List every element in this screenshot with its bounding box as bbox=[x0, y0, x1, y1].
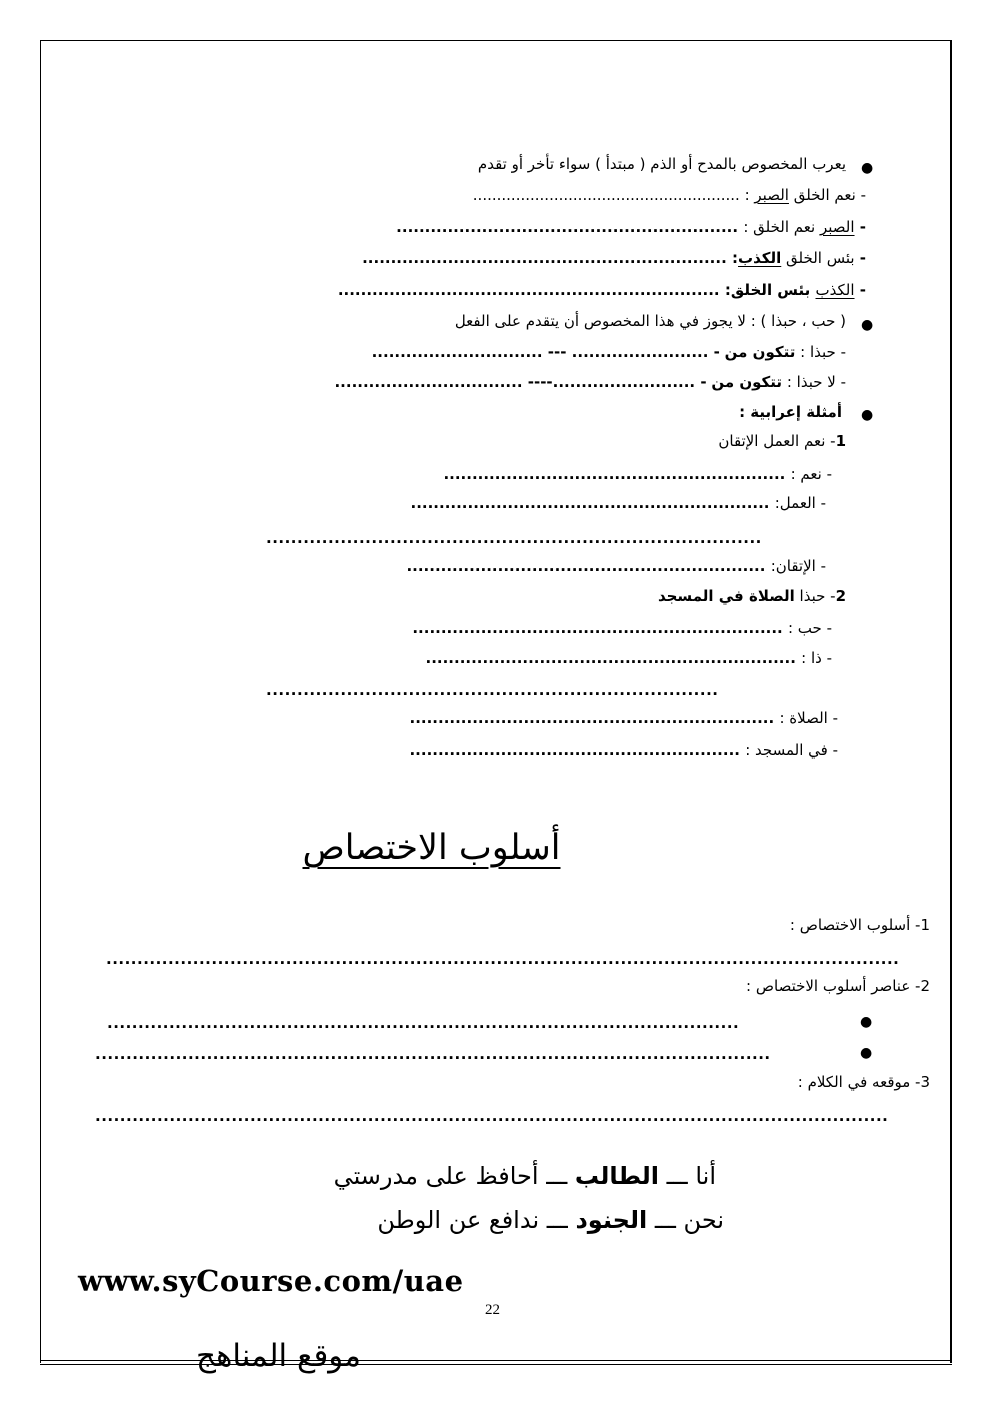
irab-line: - ذا : ................................................................. bbox=[425, 649, 832, 667]
site-logo: موقع المناهج bbox=[196, 1338, 361, 1374]
example-line: - نعم الخلق الصبر : ........................................................ bbox=[472, 186, 866, 204]
bullet-icon: ● bbox=[860, 1014, 873, 1030]
question-2: 2- عناصر أسلوب الاختصاص : bbox=[746, 977, 930, 995]
page-border-right bbox=[950, 40, 952, 1363]
page-title: أسلوب الاختصاص bbox=[302, 828, 561, 868]
answer-line: ................................................................................................................................ bbox=[106, 950, 900, 968]
bullet-icon: ● bbox=[861, 317, 874, 333]
example-2-title: 2- حبذا الصلاة في المسجد bbox=[657, 587, 846, 605]
example-sentence: أنا ـــ الطالب ـــ أحافظ على مدرستي bbox=[333, 1162, 716, 1190]
page-border-bottom bbox=[40, 1360, 952, 1365]
example-line: - الصبر نعم الخلق : ............................................................ bbox=[396, 218, 866, 236]
example-1-title: 1- نعم العمل الإتقان bbox=[718, 432, 846, 450]
la-habbadha-line: - لا حبذا : تتكون من - .........................---- ................................. bbox=[334, 373, 846, 391]
page-number: 22 bbox=[485, 1302, 500, 1318]
irab-line: - نعم : ............................................................ bbox=[443, 465, 832, 483]
rule-habbadha: ( حب ، حبذا ) : لا يجوز في هذا المخصوص أن يتقدم على الفعل bbox=[454, 312, 846, 330]
page-border-left bbox=[40, 40, 41, 1363]
irab-line: ................................................................................ bbox=[266, 529, 762, 547]
answer-line: ............................................................................................................. bbox=[95, 1045, 771, 1063]
irab-line: - العمل: ............................................................... bbox=[410, 494, 826, 512]
bullet-icon: ● bbox=[860, 1045, 873, 1061]
bullet-icon: ● bbox=[861, 160, 874, 176]
bullet-icon: ● bbox=[861, 407, 874, 423]
section-heading: أمثلة إعرابية : bbox=[739, 403, 842, 421]
rule-mahsus-irab: يعرب المخصوص بالمدح أو الذم ( مبتدأ ) سواء تأخر أو تقدم bbox=[477, 155, 846, 173]
habbadha-line: - حبذا : تتكون من - ........................ --- .............................. bbox=[371, 343, 846, 361]
answer-line: ...................................................................................................... bbox=[107, 1014, 740, 1032]
example-line: - بئس الخلق الكذب: ................................................................ bbox=[362, 249, 866, 267]
example-sentence: نحن ـــ الجنود ـــ ندافع عن الوطن bbox=[377, 1206, 724, 1234]
answer-line: ................................................................................................................................ bbox=[95, 1107, 889, 1125]
irab-line: - في المسجد : .......................................................... bbox=[409, 741, 838, 759]
irab-line: ......................................................................... bbox=[266, 681, 719, 699]
question-3: 3- موقعه في الكلام : bbox=[797, 1073, 930, 1091]
site-url: www.syCourse.com/uae bbox=[78, 1264, 464, 1298]
page-border-top bbox=[40, 40, 951, 41]
question-1: 1- أسلوب الاختصاص : bbox=[789, 916, 930, 934]
irab-line: - الصلاة : ................................................................ bbox=[409, 709, 838, 727]
irab-line: - الإتقان: ............................................................... bbox=[406, 557, 826, 575]
irab-line: - حب : ................................................................. bbox=[412, 619, 832, 637]
example-line: - الكذب بئس الخلق: ................................................................... bbox=[337, 281, 866, 299]
